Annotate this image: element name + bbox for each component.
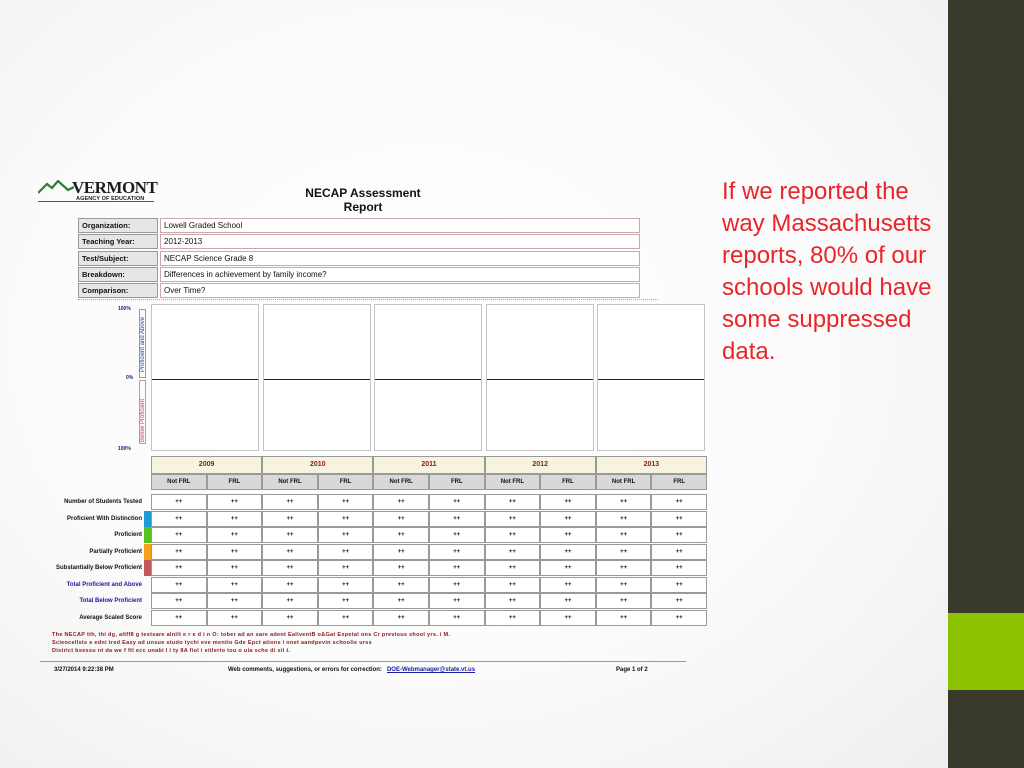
level-color-swatch (144, 544, 151, 560)
mountain-icon (38, 180, 74, 194)
table-cell: ++ (318, 527, 374, 543)
table-row (38, 610, 710, 626)
table-cell: ++ (540, 560, 596, 576)
subgroup-header: Not FRL (485, 474, 541, 490)
row-label: Total Proficient and Above (66, 581, 142, 588)
table-cell: ++ (207, 527, 263, 543)
table-cell: ++ (151, 577, 207, 593)
table-cell: ++ (207, 494, 263, 510)
table-cell: ++ (540, 610, 596, 626)
slide-caption: If we reported the way Massachusetts reports, 80% of our schools would have some suppressed data. (722, 178, 932, 365)
subgroup-header: Not FRL (596, 474, 652, 490)
table-cell: ++ (262, 527, 318, 543)
subgroup-header: Not FRL (151, 474, 207, 490)
table-cell: ++ (318, 494, 374, 510)
y-axis-mid-label: 0% (126, 375, 134, 381)
table-cell: ++ (540, 544, 596, 560)
table-cell: ++ (151, 494, 207, 510)
info-label: Teaching Year: (78, 234, 158, 249)
chart-panel (151, 304, 259, 451)
subgroup-header: FRL (540, 474, 596, 490)
y-axis-bottom-label: 100% (118, 446, 131, 452)
table-cell: ++ (262, 494, 318, 510)
info-value: NECAP Science Grade 8 (160, 251, 640, 266)
table-cell: ++ (429, 560, 485, 576)
chart-panel (486, 304, 594, 451)
info-row (78, 218, 640, 234)
table-cell: ++ (262, 560, 318, 576)
year-header: 2010 (262, 456, 373, 474)
chart-zero-line (598, 379, 704, 380)
table-cell: ++ (318, 511, 374, 527)
chart-panels (151, 304, 709, 451)
subgroup-header: FRL (207, 474, 263, 490)
row-label: Proficient (114, 532, 142, 538)
chart-panel (263, 304, 371, 451)
table-cell: ++ (151, 544, 207, 560)
table-cell: ++ (651, 527, 707, 543)
table-cell: ++ (373, 560, 429, 576)
logo-divider (38, 201, 154, 202)
table-cell: ++ (429, 527, 485, 543)
info-label: Organization: (78, 218, 158, 233)
info-row (78, 283, 640, 299)
necap-report (38, 178, 710, 680)
table-cell: ++ (151, 511, 207, 527)
table-cell: ++ (651, 577, 707, 593)
table-cell: ++ (651, 494, 707, 510)
table-cell: ++ (373, 577, 429, 593)
info-row (78, 234, 640, 250)
table-cell: ++ (540, 511, 596, 527)
table-cell: ++ (207, 577, 263, 593)
table-cell: ++ (596, 560, 652, 576)
level-color-swatch (144, 511, 151, 527)
table-cell: ++ (151, 560, 207, 576)
level-color-swatch (144, 560, 151, 576)
row-label: Partially Proficient (89, 548, 142, 555)
table-cell: ++ (485, 511, 541, 527)
table-cell: ++ (596, 527, 652, 543)
table-cell: ++ (262, 577, 318, 593)
chart-zero-line (487, 379, 593, 380)
table-cell: ++ (429, 494, 485, 510)
table-cell: ++ (429, 511, 485, 527)
table-cell: ++ (207, 610, 263, 626)
slide-side-accent (948, 613, 1024, 690)
table-cell: ++ (318, 560, 374, 576)
info-row (78, 251, 640, 267)
info-value: Differences in achievement by family income? (160, 267, 640, 282)
table-cell: ++ (596, 544, 652, 560)
row-label: Number of Students Tested (64, 499, 142, 505)
table-cell: ++ (207, 544, 263, 560)
table-cell: ++ (207, 511, 263, 527)
table-cell: ++ (207, 593, 263, 609)
table-cell: ++ (318, 593, 374, 609)
info-row (78, 267, 640, 283)
table-cell: ++ (373, 593, 429, 609)
table-cell: ++ (318, 544, 374, 560)
table-cell: ++ (429, 610, 485, 626)
logo-text: VERMONT (72, 178, 158, 197)
table-cell: ++ (540, 577, 596, 593)
table-cell: ++ (651, 544, 707, 560)
row-label: Proficient With Distinction (67, 515, 142, 522)
chart-zero-line (152, 379, 258, 380)
table-cell: ++ (485, 527, 541, 543)
table-cell: ++ (596, 511, 652, 527)
footer-web-text: Web comments, suggestions, or errors for correction: (228, 667, 382, 673)
footnote-line: District bsessu nt da we f ftl ecc unabi l i ty 8A fiol i eitlerto tou o uia sche di sil t. (52, 648, 291, 654)
table-row (38, 527, 710, 543)
chart-panel (597, 304, 705, 451)
table-cell: ++ (151, 527, 207, 543)
proficient-and-above-label: Proficient and Above (140, 316, 146, 372)
table-cell: ++ (373, 511, 429, 527)
footer-email-link[interactable]: DOE-Webmanager@state.vt.us (386, 667, 476, 673)
table-cell: ++ (262, 511, 318, 527)
report-title (288, 186, 438, 214)
table-cell: ++ (373, 494, 429, 510)
info-value: 2012-2013 (160, 234, 640, 249)
table-cell: ++ (540, 527, 596, 543)
table-cell: ++ (151, 593, 207, 609)
table-cell: ++ (485, 593, 541, 609)
table-cell: ++ (429, 593, 485, 609)
table-cell: ++ (373, 544, 429, 560)
table-cell: ++ (540, 593, 596, 609)
subgroup-header: FRL (651, 474, 707, 490)
chart-zero-line (375, 379, 481, 380)
table-row (38, 593, 710, 609)
table-cell: ++ (318, 610, 374, 626)
table-cell: ++ (373, 527, 429, 543)
table-cell: ++ (651, 593, 707, 609)
table-cell: ++ (485, 544, 541, 560)
table-cell: ++ (151, 610, 207, 626)
table-cell: ++ (651, 511, 707, 527)
info-label: Breakdown: (78, 267, 158, 282)
chart-panel (374, 304, 482, 451)
table-row (38, 494, 710, 510)
chart-zero-line (264, 379, 370, 380)
row-label: Substantially Below Proficient (55, 565, 142, 571)
table-row (38, 560, 710, 576)
table-cell: ++ (373, 610, 429, 626)
y-axis-top-label: 100% (118, 306, 131, 312)
table-cell: ++ (262, 610, 318, 626)
table-cell: ++ (485, 577, 541, 593)
table-cell: ++ (540, 494, 596, 510)
table-cell: ++ (596, 577, 652, 593)
table-row (38, 511, 710, 527)
table-cell: ++ (207, 560, 263, 576)
section-divider (78, 299, 658, 300)
table-cell: ++ (429, 577, 485, 593)
logo-subtitle: AGENCY OF EDUCATION (76, 196, 145, 202)
year-header: 2011 (373, 456, 484, 474)
vermont-logo (38, 178, 156, 206)
info-label: Comparison: (78, 283, 158, 298)
below-proficient-label: Below Proficient (140, 398, 146, 442)
level-color-swatch (144, 527, 151, 543)
table-cell: ++ (318, 577, 374, 593)
year-header: 2009 (151, 456, 262, 474)
table-cell: ++ (262, 544, 318, 560)
year-header: 2012 (485, 456, 596, 474)
subgroup-header: FRL (318, 474, 374, 490)
subgroup-header: Not FRL (262, 474, 318, 490)
footnote-line: The NECAP tth, thi dg, altff8 g testsare alnilt e r e d i n O: tober ad an sare adent EaliventB o&Gat Expetal ons Cr previous shool yrs. i M. (52, 632, 451, 638)
table-cell: ++ (651, 610, 707, 626)
table-cell: ++ (262, 593, 318, 609)
info-value: Over Time? (160, 283, 640, 298)
year-header: 2013 (596, 456, 707, 474)
table-cell: ++ (596, 494, 652, 510)
report-footnote (52, 631, 672, 655)
table-cell: ++ (651, 560, 707, 576)
table-cell: ++ (485, 610, 541, 626)
footer-page-number: Page 1 of 2 (616, 667, 648, 673)
report-info-table (78, 218, 640, 299)
subgroup-header: Not FRL (373, 474, 429, 490)
table-cell: ++ (485, 560, 541, 576)
row-label: Average Scaled Score (79, 614, 142, 621)
table-cell: ++ (429, 544, 485, 560)
table-cell: ++ (485, 494, 541, 510)
table-row (38, 577, 710, 593)
report-title-line2: Report (343, 200, 383, 214)
footer-web-comments (228, 667, 475, 673)
table-row (38, 544, 710, 560)
info-label: Test/Subject: (78, 251, 158, 266)
table-cell: ++ (596, 610, 652, 626)
footnote-line: Sciencellsts e edni tred Eaxy ad unsue studo tychi eve mentio Gde Epct ations i nnet aandpevin schoolie urss (52, 640, 373, 646)
footer-date: 3/27/2014 9:22:38 PM (54, 667, 114, 673)
info-value: Lowell Graded School (160, 218, 640, 233)
report-title-line1: NECAP Assessment (305, 186, 421, 200)
footer-divider (40, 661, 686, 662)
row-label: Total Below Proficient (79, 598, 142, 604)
table-cell: ++ (596, 593, 652, 609)
subgroup-header: FRL (429, 474, 485, 490)
